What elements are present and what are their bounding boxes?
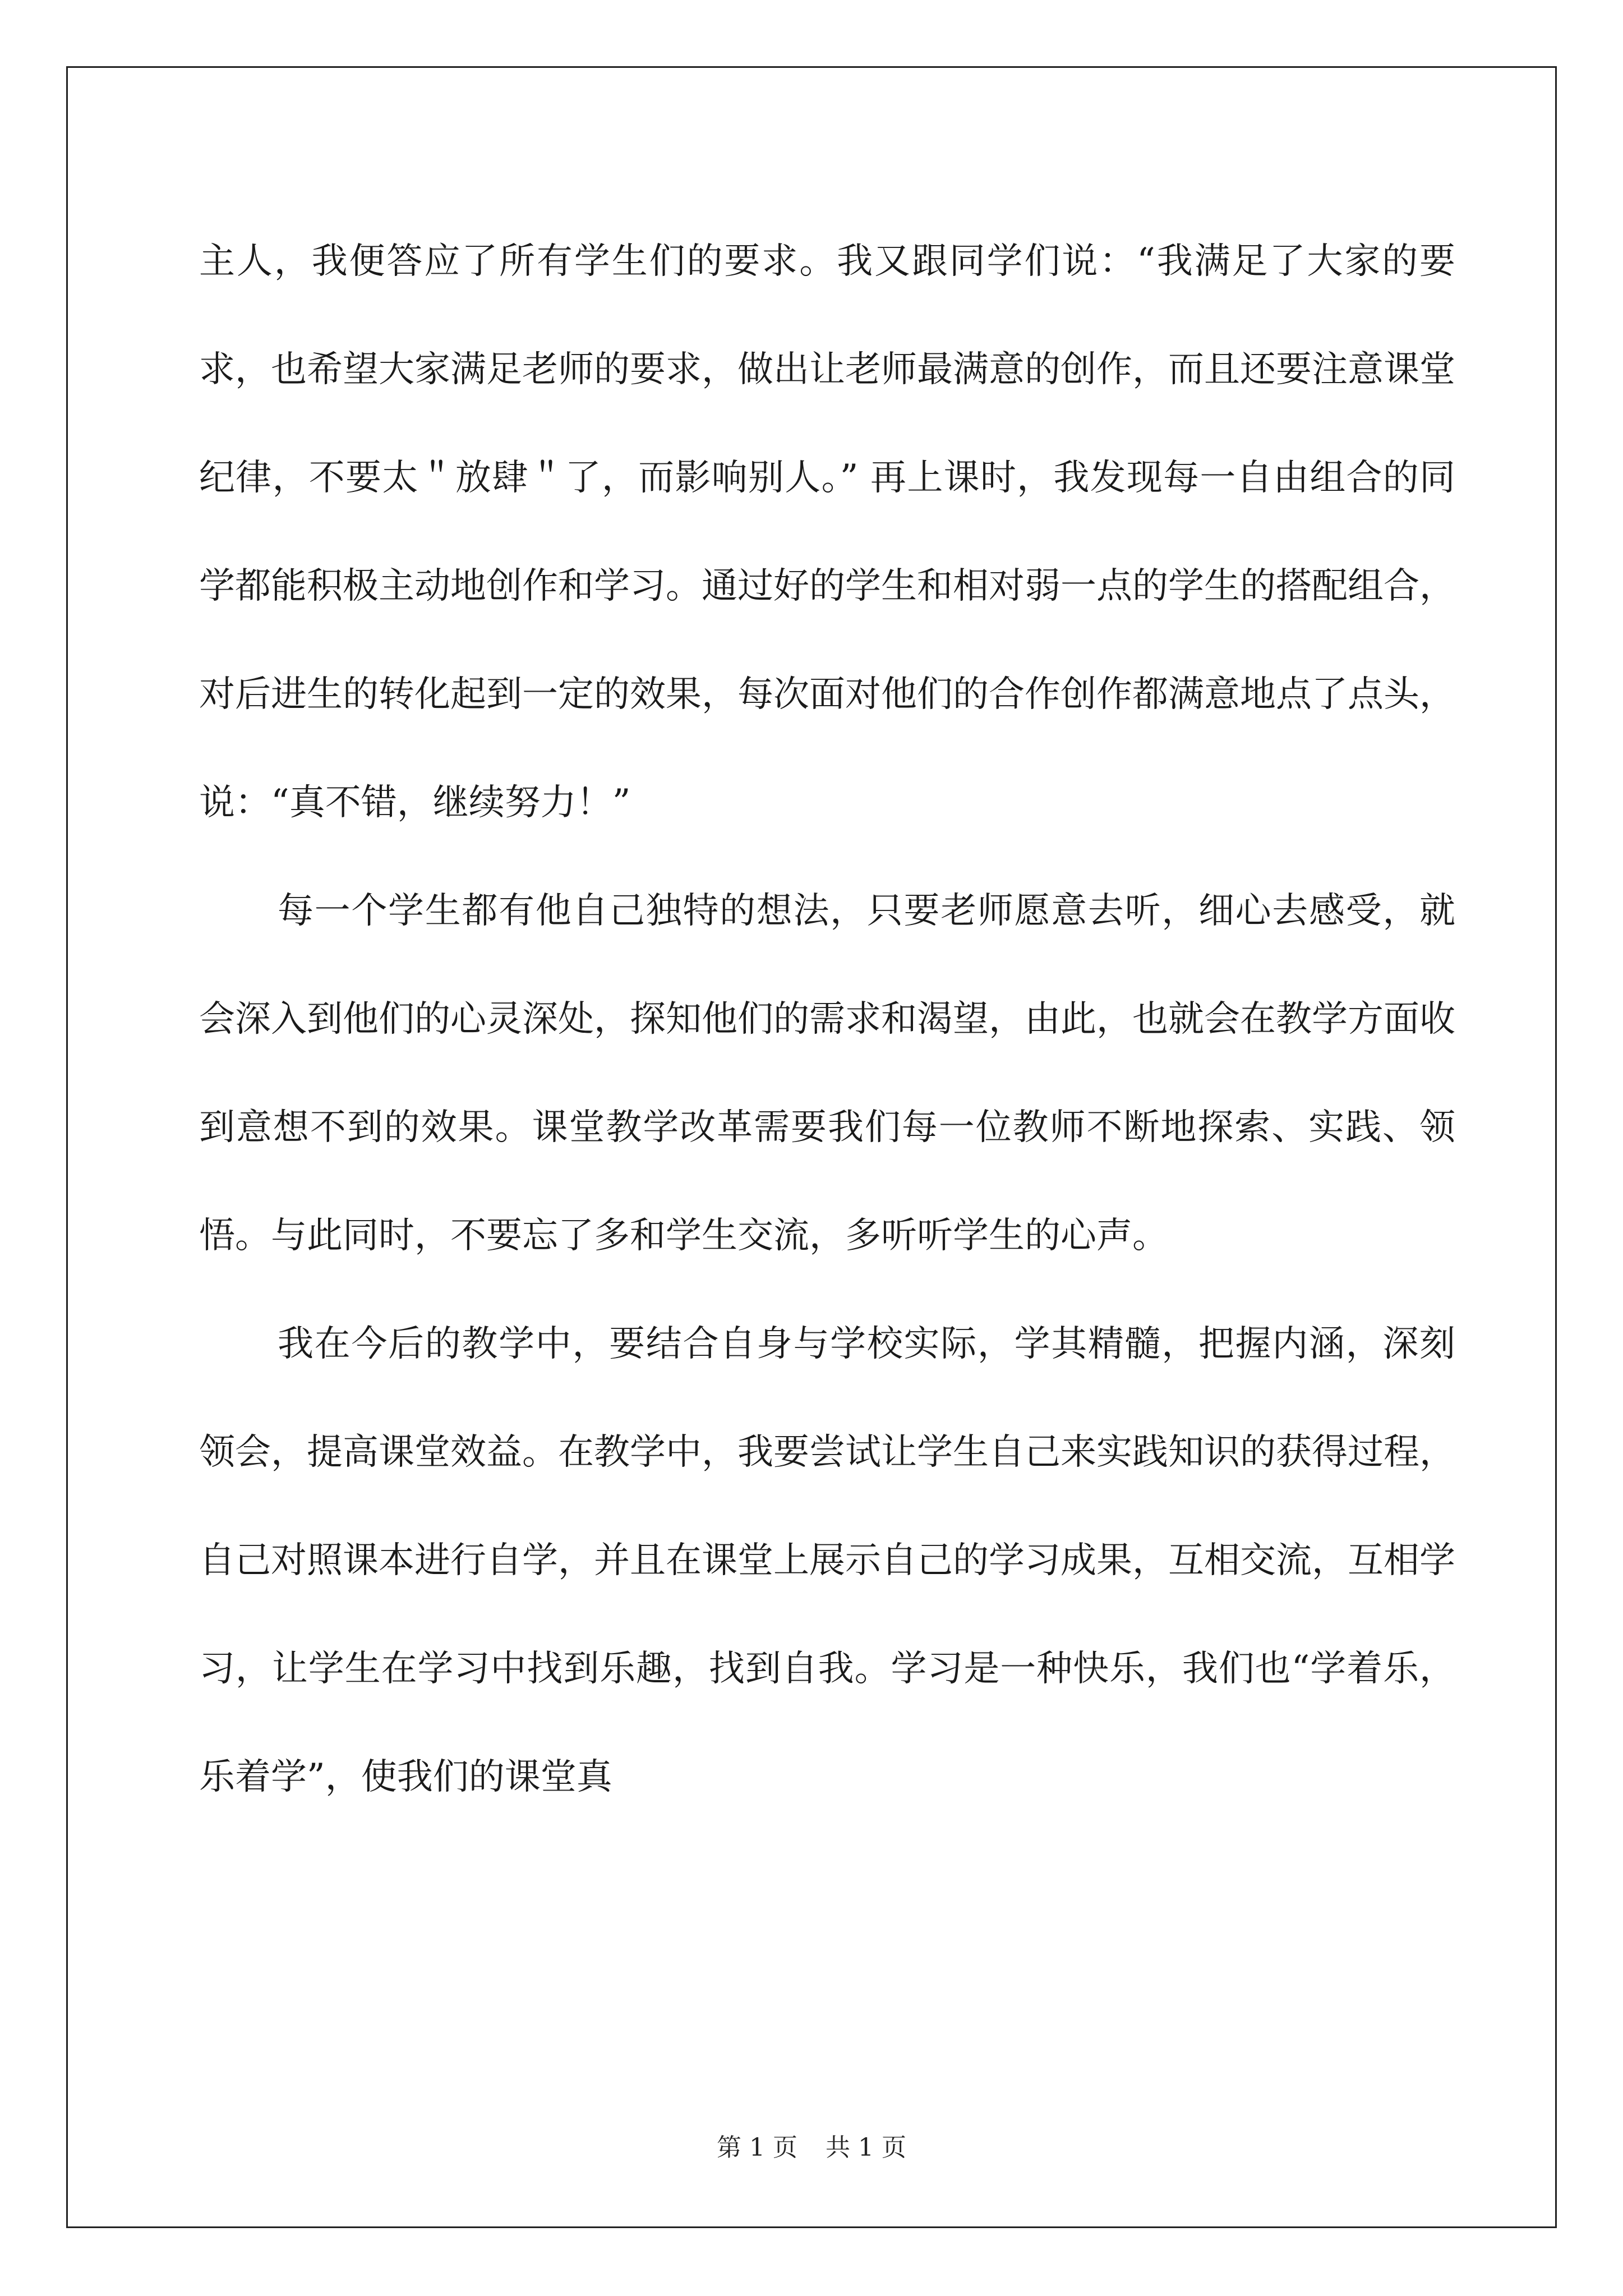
document-body — [199, 208, 1455, 1832]
paragraph-1: 主人，我便答应了所有学生们的要求。我又跟同学们说：“我满足了大家的要求，也希望大家满足老师的要求，做出让老师最满意的创作，而且还要注意课堂纪律，不要太＂放肆＂了，而影响别人。” 再上课时，我发现每一自由组合的同学都能积极主动地创作和学习。通过好的学生和相对弱一点的学生的搭配组合，对后进生的转化起到一定的效果，每次面对他们的合作创作都满意地点了点头，说：“真不错，继续努力！” — [199, 241, 1455, 823]
page-total: 共 1 页 — [826, 2133, 906, 2162]
page-number: 第 1 页 — [717, 2133, 797, 2162]
page-footer — [0, 2127, 1623, 2163]
paragraph-3: 我在今后的教学中，要结合自身与学校实际，学其精髓，把握内涵，深刻领会，提高课堂效益。在教学中，我要尝试让学生自己来实践知识的获得过程，自己对照课本进行自学，并且在课堂上展示自己的学习成果，互相交流，互相学习，让学生在学习中找到乐趣，找到自我。学习是一种快乐，我们也“学着乐，乐着学”，使我们的课堂真 — [199, 1323, 1455, 1798]
paragraph-2: 每一个学生都有他自己独特的想法，只要老师愿意去听，细心去感受，就会深入到他们的心灵深处，探知他们的需求和渴望，由此，也就会在教学方面收到意想不到的效果。课堂教学改革需要我们每一位教师不断地探索、实践、领悟。与此同时，不要忘了多和学生交流，多听听学生的心声。 — [199, 890, 1455, 1257]
